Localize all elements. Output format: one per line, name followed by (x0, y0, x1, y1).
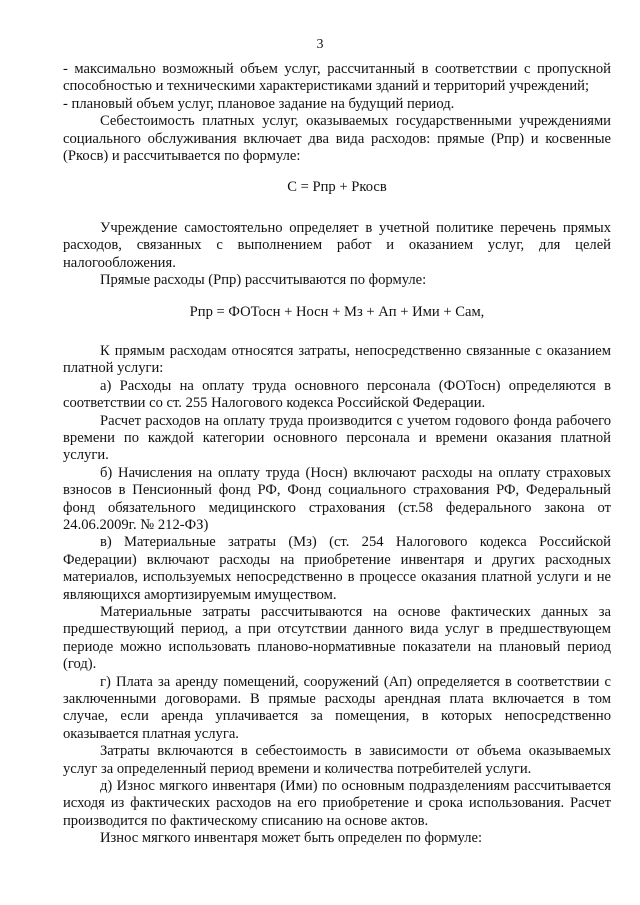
paragraph-item-a: а) Расходы на оплату труда основного персонала (ФОТосн) определяются в соответствии со ст. 255 Налогового кодекса Российской Федерации. (63, 377, 611, 412)
paragraph-costs-inclusion: Затраты включаются в себестоимость в зависимости от объема оказываемых услуг за определенный период времени и количества потребителей услуги. (63, 743, 611, 777)
paragraph-wear-formula-intro: Износ мягкого инвентаря может быть определен по формуле: (100, 830, 483, 847)
paragraph-labor-calc: Расчет расходов на оплату труда производится с учетом годового фонда рабочего времени по каждой категории основного персонала и времени оказания платной услуги. (63, 412, 611, 464)
paragraph-planned-volume: - плановый объем услуг, плановое задание на будущий период. (63, 95, 455, 112)
paragraph-material-calc: Материальные затраты рассчитываются на основе фактических данных за предшествующий период, а при отсутствии данного вида услуг в предшествующем периоде можно использовать планово-нормативные показатели на плановый период (год). (63, 603, 611, 673)
paragraph-cost-intro: Себестоимость платных услуг, оказываемых государственными учреждениями социального обслуживания включает два вида расходов: прямые (Рпр) и косвенные (Ркосв) и рассчитывается по формуле: (63, 113, 611, 165)
paragraph-direct-costs-intro: Прямые расходы (Рпр) рассчитываются по формуле: (100, 272, 427, 289)
paragraph-accounting-policy: Учреждение самостоятельно определяет в учетной политике перечень прямых расходов, связанных с выполнением работ и оказанием услуг, для целей налогообложения. (63, 219, 611, 271)
paragraph-direct-costs-list: К прямым расходам относятся затраты, непосредственно связанные с оказанием платной услуги: (63, 342, 611, 377)
paragraph-item-d: д) Износ мягкого инвентаря (Ими) по основным подразделениям рассчитывается исходя из фактических расходов на его приобретение и срока использования. Расчет производится по фактическому списанию на основе актов. (63, 778, 611, 829)
document-body (63, 61, 611, 848)
paragraph-item-b: б) Начисления на оплату труда (Носн) включают расходы на оплату страховых взносов в Пенсионный фонд РФ, Фонд социального страхования РФ, Федеральный фонд обязательного медицинского страхования (ст.58 федерального закона от 24.06.2009г. № 212-ФЗ) (63, 464, 611, 533)
paragraph-item-g: г) Плата за аренду помещений, сооружений (Ап) определяется в соответствии с заключенными договорами. В прямые расходы арендная плата включается в том случае, если аренда уплачивается за помещения, в которых непосредственно оказывается платная услуга. (63, 673, 611, 742)
formula-total-cost: С = Рпр + Ркосв (287, 179, 387, 196)
page-number: 3 (316, 37, 324, 52)
formula-direct-costs: Рпр = ФОТосн + Носн + Мз + Ап + Ими + Сам, (189, 304, 485, 321)
paragraph-item-v: в) Материальные затраты (Мз) (ст. 254 Налогового кодекса Российской Федерации) включают расходы на приобретение инвентаря и других расходных материалов, используемых непосредственно в процессе оказания платной услуги и не являющихся амортизируемым имуществом. (63, 534, 611, 603)
paragraph-max-volume: - максимально возможный объем услуг, рассчитанный в соответствии с пропускной способностью и техническими характеристиками зданий и территорий учреждений; (63, 61, 611, 95)
